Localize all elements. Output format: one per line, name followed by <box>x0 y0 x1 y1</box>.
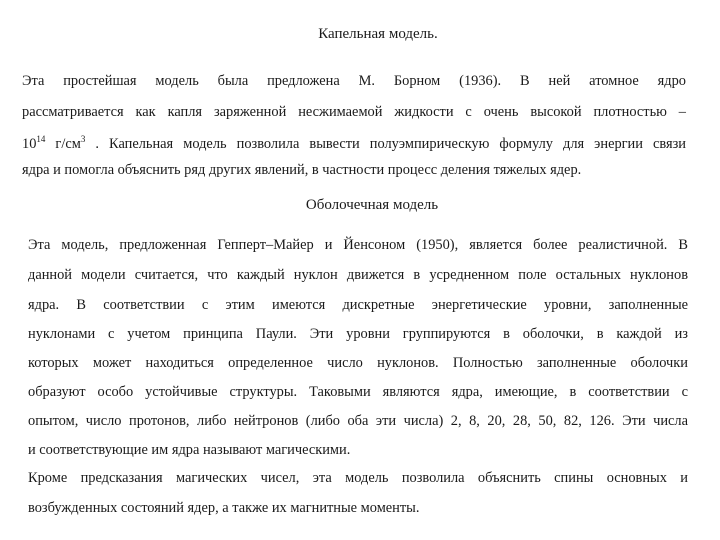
text-line <box>22 134 686 153</box>
section-title-drop-model: Капельная модель. <box>318 26 438 42</box>
density-base: 10 <box>22 136 37 152</box>
text-line: возбужденных состояний ядер, а также их магнитные моменты. <box>28 500 420 516</box>
unit-exponent: 3 <box>80 134 86 144</box>
text-line: Кроме предсказания магических чисел, эта модель позволила объяснить спины основных и <box>28 470 688 486</box>
section-title-shell-model: Оболочечная модель <box>305 197 439 213</box>
text-line: опытом, число протонов, либо нейтронов (либо оба эти числа) 2, 8, 20, 28, 50, 82, 126. Эти числа <box>28 413 688 429</box>
text-line: Эта простейшая модель была предложена М. Борном (1936). В ней атомное ядро <box>22 73 686 89</box>
text-line: нуклонами с учетом принципа Паули. Эти уровни группируются в оболочки, в каждой из <box>28 326 688 342</box>
text-line: которых может находиться определенное число нуклонов. Полностью заполненные оболочки <box>28 355 688 371</box>
density-unit: г/см <box>45 136 81 152</box>
text-line: рассматривается как капля заряженной несжимаемой жидкости с очень высокой плотностью – <box>22 104 686 120</box>
text-line: ядра и помогла объяснить ряд других явлений, в частности процесс деления тяжелых ядер. <box>22 162 582 178</box>
text-line: и соответствующие им ядра называют магическими. <box>28 442 351 458</box>
text-line: ядра. В соответствии с этим имеются дискретные энергетические уровни, заполненные <box>28 297 688 313</box>
density-exponent: 14 <box>36 134 46 144</box>
text-line: Эта модель, предложенная Гепперт–Майер и Йенсоном (1950), является более реалистичной. В <box>28 237 688 253</box>
text-fragment: . Капельная модель позволила вывести полуэмпирическую формулу для энергии связи <box>85 136 686 152</box>
text-line: данной модели считается, что каждый нуклон движется в усредненном поле остальных нуклонов <box>28 267 688 283</box>
text-line: образуют особо устойчивые структуры. Таковыми являются ядра, имеющие, в соответствии с <box>28 384 688 400</box>
